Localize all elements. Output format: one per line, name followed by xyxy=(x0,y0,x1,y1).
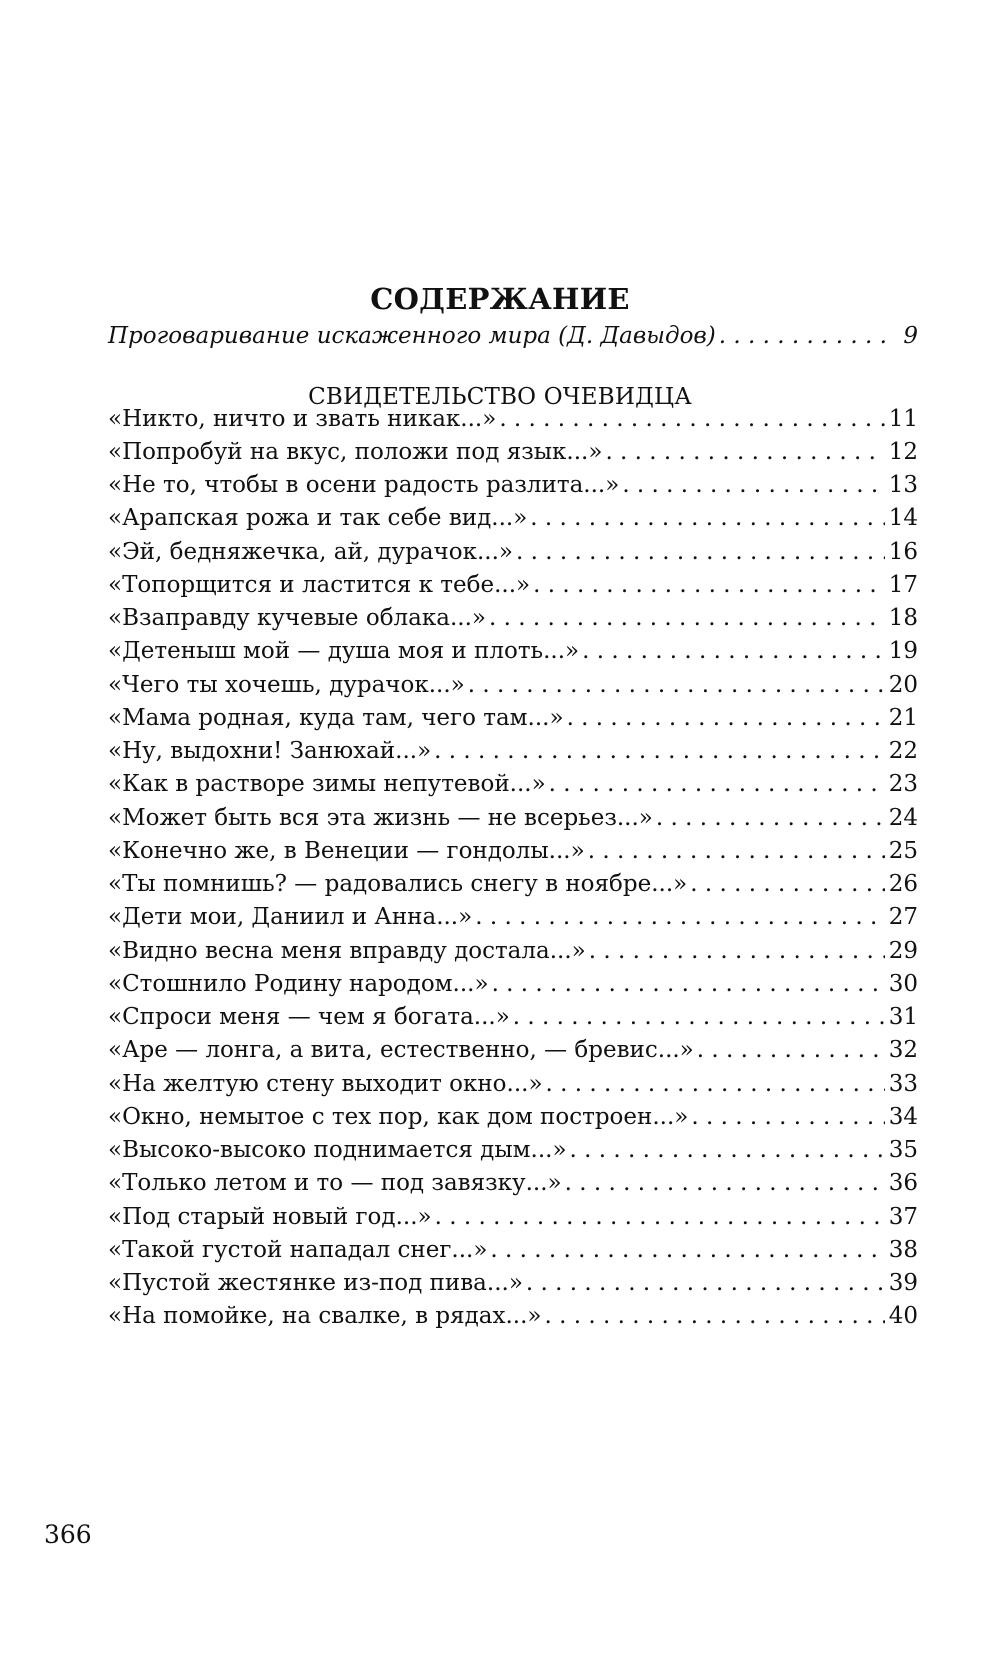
toc-entry-page: 24 xyxy=(888,805,918,831)
toc-entry xyxy=(108,971,918,1003)
toc-entry-title: «Попробуй на вкус, положи под язык...» xyxy=(108,439,603,465)
toc-entry xyxy=(108,871,918,903)
leader-dots xyxy=(567,705,885,731)
toc-entry-page: 14 xyxy=(888,505,918,531)
leader-dots xyxy=(691,1104,884,1130)
toc-entry xyxy=(108,904,918,936)
toc-entry-title: «Пустой жестянке из-под пива...» xyxy=(108,1270,523,1296)
toc-entry-title: «Аре — лонга, а вита, естественно, — бревис...» xyxy=(108,1037,694,1063)
leader-dots xyxy=(656,805,885,831)
toc-entry xyxy=(108,1104,918,1136)
toc-entry-title: «Ты помнишь? — радовались снегу в ноябре...» xyxy=(108,871,688,897)
toc-entry xyxy=(108,938,918,970)
toc-entry-title: «Стошнило Родину народом...» xyxy=(108,971,489,997)
toc-entry-page: 32 xyxy=(888,1037,918,1063)
leader-dots xyxy=(475,904,885,930)
toc-entry xyxy=(108,539,918,571)
toc-entry-title: «Может быть вся эта жизнь — не всерьез...» xyxy=(108,805,653,831)
toc-entry xyxy=(108,1270,918,1302)
page-number: 366 xyxy=(44,1520,92,1549)
toc-entry xyxy=(108,638,918,670)
leader-dots xyxy=(530,505,884,531)
toc-entry-title: Проговаривание искаженного мира (Д. Давыдов) xyxy=(108,323,716,349)
toc-entry xyxy=(108,1071,918,1103)
toc-entry xyxy=(108,1004,918,1036)
toc-entry-page: 22 xyxy=(888,738,918,764)
toc-entry xyxy=(108,672,918,704)
leader-dots xyxy=(533,572,885,598)
toc-entry-title: «Как в растворе зимы непутевой...» xyxy=(108,771,546,797)
toc-entry xyxy=(108,1137,918,1169)
toc-entry-title: «Топорщится и ластится к тебе...» xyxy=(108,572,531,598)
toc-entry-page: 30 xyxy=(888,971,918,997)
leader-dots xyxy=(435,1204,885,1230)
toc-entry-page: 18 xyxy=(888,605,918,631)
toc-entry-title: «Арапская рожа и так себе вид...» xyxy=(108,505,528,531)
toc-entry-page: 11 xyxy=(888,406,918,432)
leader-dots xyxy=(549,771,885,797)
toc-entry xyxy=(108,1204,918,1236)
toc-entry-title: «Чего ты хочешь, дурачок...» xyxy=(108,672,465,698)
leader-dots xyxy=(526,1270,885,1296)
leader-dots xyxy=(605,439,884,465)
leader-dots xyxy=(490,1237,884,1263)
toc-entry-title: «Высоко-высоко поднимается дым...» xyxy=(108,1137,567,1163)
toc-entry-title: «Детеныш мой — душа моя и плоть...» xyxy=(108,638,580,664)
leader-dots xyxy=(492,971,885,997)
toc-entry-page: 35 xyxy=(888,1137,918,1163)
toc-entry-page: 36 xyxy=(888,1170,918,1196)
toc-entry xyxy=(108,838,918,870)
toc-entry-page: 33 xyxy=(888,1071,918,1097)
toc-entry-page: 34 xyxy=(888,1104,918,1130)
toc-entry-title: «Спроси меня — чем я богата...» xyxy=(108,1004,510,1030)
leader-dots xyxy=(565,1170,885,1196)
toc-entry xyxy=(108,605,918,637)
toc-entry-page: 25 xyxy=(888,838,918,864)
leader-dots xyxy=(513,1004,885,1030)
toc-entry-title: «Мама родная, куда там, чего там...» xyxy=(108,705,564,731)
toc-entry-page: 17 xyxy=(888,572,918,598)
toc-entry-page: 12 xyxy=(888,439,918,465)
toc-entry-page: 29 xyxy=(888,938,918,964)
toc-entry-page: 13 xyxy=(888,472,918,498)
leader-dots xyxy=(690,871,884,897)
leader-dots xyxy=(582,638,885,664)
toc-entry-page: 19 xyxy=(888,638,918,664)
toc-entry-title: «Окно, немытое с тех пор, как дом построен...» xyxy=(108,1104,689,1130)
leader-dots xyxy=(544,1303,884,1329)
leader-dots xyxy=(589,938,885,964)
leader-dots xyxy=(719,323,890,349)
toc-entry-page: 16 xyxy=(888,539,918,565)
toc-entry-page: 21 xyxy=(888,705,918,731)
toc-entry-page: 20 xyxy=(888,672,918,698)
toc-entry xyxy=(108,771,918,803)
toc-entry xyxy=(108,1237,918,1269)
toc-entry-page: 9 xyxy=(903,323,918,349)
toc-entry-title: «Взаправду кучевые облака...» xyxy=(108,605,486,631)
leader-dots xyxy=(499,406,884,432)
leader-dots xyxy=(516,539,885,565)
contents-heading: СОДЕРЖАНИЕ xyxy=(370,282,630,316)
toc-entry-page: 23 xyxy=(888,771,918,797)
toc-entry-title: «Под старый новый год...» xyxy=(108,1204,432,1230)
leader-dots xyxy=(570,1137,885,1163)
toc-entry xyxy=(108,805,918,837)
toc-entry xyxy=(108,1037,918,1069)
toc-entry-page: 39 xyxy=(888,1270,918,1296)
toc-entry-page: 31 xyxy=(888,1004,918,1030)
toc-entry-page: 27 xyxy=(888,904,918,930)
toc-entry-page: 40 xyxy=(888,1303,918,1329)
leader-dots xyxy=(697,1037,885,1063)
section-title: СВИДЕТЕЛЬСТВО ОЧЕВИДЦА xyxy=(308,384,692,410)
toc-entry xyxy=(108,1170,918,1202)
toc-entry-title: «Только летом и то — под завязку...» xyxy=(108,1170,562,1196)
toc-entry-title: «Не то, чтобы в осени радость разлита...» xyxy=(108,472,620,498)
toc-entry xyxy=(108,572,918,604)
leader-dots xyxy=(546,1071,885,1097)
toc-entry-title: «На помойке, на свалке, в рядах...» xyxy=(108,1303,542,1329)
toc-entry-title: «Дети мои, Даниил и Анна...» xyxy=(108,904,473,930)
toc-entry xyxy=(108,406,918,438)
toc-entry-title: «Ну, выдохни! Занюхай...» xyxy=(108,738,432,764)
toc-entry-page: 38 xyxy=(888,1237,918,1263)
toc-entry xyxy=(108,1303,918,1335)
leader-dots xyxy=(468,672,885,698)
leader-dots xyxy=(434,738,885,764)
toc-entry-intro xyxy=(108,323,918,355)
leader-dots xyxy=(588,838,885,864)
toc-entry xyxy=(108,705,918,737)
toc-entry xyxy=(108,439,918,471)
toc-entry-title: «Такой густой нападал снег...» xyxy=(108,1237,488,1263)
leader-dots xyxy=(489,605,885,631)
toc-entry xyxy=(108,472,918,504)
toc-entry-title: «На желтую стену выходит окно...» xyxy=(108,1071,543,1097)
toc-entry-title: «Видно весна меня вправду достала...» xyxy=(108,938,586,964)
toc-entry-title: «Конечно же, в Венеции — гондолы...» xyxy=(108,838,585,864)
toc-entry xyxy=(108,738,918,770)
toc-entry-title: «Эй, бедняжечка, ай, дурачок...» xyxy=(108,539,513,565)
toc-entry xyxy=(108,505,918,537)
toc-entry-page: 37 xyxy=(888,1204,918,1230)
leader-dots xyxy=(622,472,884,498)
toc-entry-page: 26 xyxy=(888,871,918,897)
toc-entry-title: «Никто, ничто и звать никак...» xyxy=(108,406,497,432)
